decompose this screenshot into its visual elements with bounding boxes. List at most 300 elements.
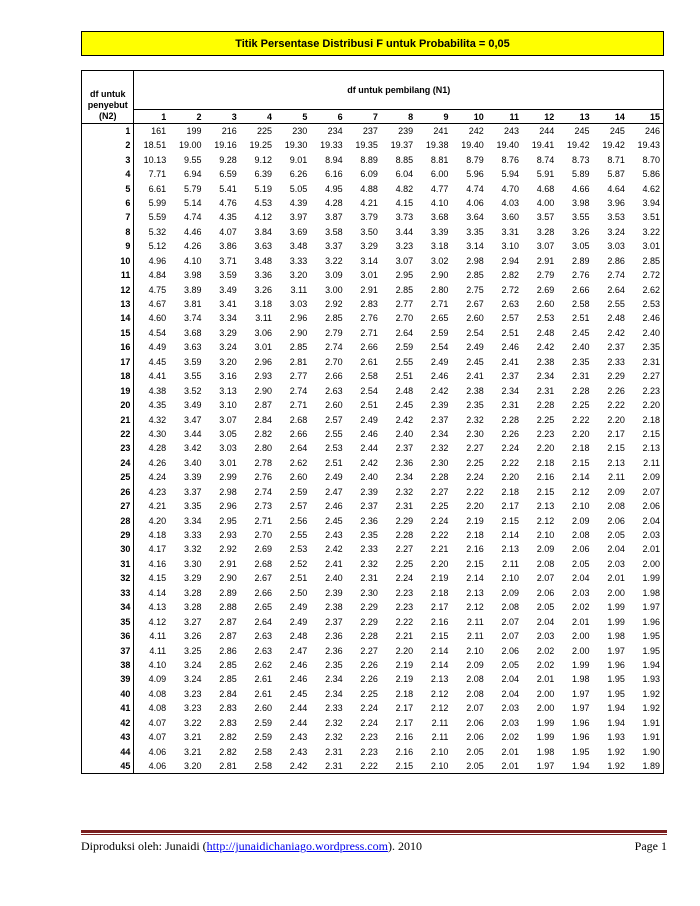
table-cell: 2.86 bbox=[607, 255, 625, 266]
row-label: 38 bbox=[82, 658, 134, 672]
table-cell: 2.92 bbox=[325, 299, 343, 310]
table-cell: 2.20 bbox=[628, 398, 664, 412]
table-cell: 2.13 bbox=[628, 441, 664, 455]
table-cell: 2.39 bbox=[430, 400, 449, 411]
table-cell: 1.92 bbox=[607, 746, 625, 757]
table-cell: 2.82 bbox=[501, 270, 520, 281]
table-cell: 2.07 bbox=[628, 485, 664, 499]
table-cell: 3.29 bbox=[183, 573, 202, 584]
table-cell: 2.60 bbox=[466, 313, 484, 324]
row-label: 40 bbox=[82, 687, 134, 701]
table-cell: 1.96 bbox=[628, 614, 664, 628]
row-label: 11 bbox=[82, 268, 134, 282]
table-row bbox=[82, 716, 664, 730]
row-label: 42 bbox=[82, 716, 134, 730]
table-cell: 3.03 bbox=[607, 241, 625, 252]
table-cell: 2.42 bbox=[275, 759, 310, 774]
table-cell: 2.46 bbox=[289, 674, 308, 685]
table-cell: 2.41 bbox=[325, 558, 343, 569]
table-row bbox=[82, 383, 664, 397]
table-cell: 2.45 bbox=[395, 400, 414, 411]
table-cell: 2.54 bbox=[360, 385, 378, 396]
table-cell: 4.88 bbox=[360, 183, 378, 194]
table-cell: 2.20 bbox=[607, 414, 625, 425]
table-cell: 8.70 bbox=[628, 152, 664, 166]
table-cell: 3.50 bbox=[360, 226, 378, 237]
row-label: 16 bbox=[82, 340, 134, 354]
table-row bbox=[82, 629, 664, 643]
table-row bbox=[82, 600, 664, 614]
table-cell: 2.27 bbox=[466, 443, 484, 454]
table-cell: 5.96 bbox=[466, 169, 484, 180]
row-label: 6 bbox=[82, 196, 134, 210]
table-row bbox=[82, 687, 664, 701]
table-cell: 2.25 bbox=[466, 457, 484, 468]
table-cell: 2.79 bbox=[536, 270, 555, 281]
table-cell: 2.74 bbox=[607, 270, 625, 281]
table-cell: 1.98 bbox=[572, 674, 590, 685]
table-cell: 2.15 bbox=[572, 457, 590, 468]
table-cell: 2.43 bbox=[289, 746, 308, 757]
table-cell: 8.79 bbox=[466, 154, 484, 165]
table-cell: 2.42 bbox=[395, 414, 414, 425]
table-cell: 1.93 bbox=[628, 672, 664, 686]
table-cell: 3.13 bbox=[219, 385, 237, 396]
table-cell: 2.65 bbox=[254, 602, 273, 613]
table-cell: 2.63 bbox=[254, 631, 273, 642]
table-cell: 2.96 bbox=[289, 313, 308, 324]
table-cell: 3.73 bbox=[395, 212, 414, 223]
table-cell: 2.75 bbox=[466, 284, 484, 295]
table-cell: 2.66 bbox=[360, 342, 378, 353]
table-cell: 2.11 bbox=[431, 732, 449, 743]
table-cell: 4.82 bbox=[395, 183, 414, 194]
column-header: 1 bbox=[134, 110, 169, 124]
row-label: 43 bbox=[82, 730, 134, 744]
page-number: Page 1 bbox=[634, 839, 667, 853]
table-cell: 2.27 bbox=[395, 544, 414, 555]
table-cell: 2.63 bbox=[254, 645, 273, 656]
table-cell: 9.28 bbox=[219, 154, 237, 165]
table-cell: 2.90 bbox=[289, 327, 308, 338]
table-cell: 2.23 bbox=[360, 732, 378, 743]
table-cell: 2.22 bbox=[395, 616, 414, 627]
table-cell: 3.63 bbox=[254, 241, 273, 252]
column-header: 11 bbox=[487, 110, 522, 124]
table-cell: 2.28 bbox=[395, 530, 414, 541]
table-cell: 2.10 bbox=[430, 746, 449, 757]
table-cell: 6.61 bbox=[148, 183, 167, 194]
table-cell: 2.05 bbox=[607, 530, 625, 541]
table-cell: 2.10 bbox=[536, 530, 555, 541]
table-cell: 1.98 bbox=[628, 586, 664, 600]
row-label: 34 bbox=[82, 600, 134, 614]
table-cell: 1.94 bbox=[557, 759, 592, 774]
table-cell: 2.32 bbox=[325, 717, 343, 728]
table-cell: 3.29 bbox=[219, 327, 237, 338]
table-cell: 2.23 bbox=[395, 602, 414, 613]
table-cell: 3.24 bbox=[183, 659, 202, 670]
table-cell: 2.37 bbox=[325, 616, 343, 627]
table-cell: 239 bbox=[398, 126, 414, 136]
table-cell: 2.30 bbox=[430, 457, 449, 468]
table-cell: 3.39 bbox=[430, 226, 449, 237]
table-cell: 2.80 bbox=[430, 284, 449, 295]
table-cell: 2.90 bbox=[219, 573, 237, 584]
table-cell: 2.64 bbox=[289, 443, 308, 454]
table-cell: 4.68 bbox=[536, 183, 555, 194]
table-cell: 4.62 bbox=[628, 181, 664, 195]
table-cell: 4.46 bbox=[183, 226, 202, 237]
footer-prefix: Diproduksi oleh: Junaidi ( bbox=[81, 839, 207, 853]
table-row bbox=[82, 643, 664, 657]
table-cell: 3.11 bbox=[255, 313, 273, 324]
table-cell: 2.42 bbox=[325, 544, 343, 555]
table-cell: 3.47 bbox=[183, 414, 202, 425]
table-cell: 4.35 bbox=[148, 400, 167, 411]
table-row bbox=[82, 427, 664, 441]
row-label: 30 bbox=[82, 542, 134, 556]
table-cell: 3.81 bbox=[183, 299, 202, 310]
table-cell: 3.63 bbox=[183, 342, 202, 353]
table-cell: 5.89 bbox=[572, 169, 590, 180]
table-cell: 2.51 bbox=[572, 313, 590, 324]
table-cell: 1.89 bbox=[628, 759, 664, 774]
table-cell: 2.85 bbox=[325, 313, 343, 324]
table-cell: 2.11 bbox=[502, 558, 520, 569]
table-cell: 6.26 bbox=[289, 169, 308, 180]
table-cell: 3.23 bbox=[183, 703, 202, 714]
table-cell: 2.04 bbox=[501, 674, 520, 685]
table-cell: 19.40 bbox=[461, 140, 484, 151]
table-cell: 2.01 bbox=[536, 674, 555, 685]
table-cell: 2.01 bbox=[572, 616, 590, 627]
table-cell: 2.29 bbox=[360, 616, 378, 627]
table-cell: 2.93 bbox=[219, 530, 237, 541]
table-cell: 3.52 bbox=[183, 385, 202, 396]
table-cell: 19.25 bbox=[249, 140, 273, 151]
table-cell: 2.58 bbox=[572, 299, 590, 310]
table-cell: 2.05 bbox=[451, 759, 486, 774]
table-cell: 2.45 bbox=[325, 515, 343, 526]
table-cell: 2.03 bbox=[501, 703, 520, 714]
table-cell: 2.58 bbox=[360, 371, 378, 382]
table-cell: 2.66 bbox=[254, 587, 273, 598]
table-row bbox=[82, 297, 664, 311]
table-cell: 2.35 bbox=[466, 400, 484, 411]
table-cell: 2.19 bbox=[395, 659, 414, 670]
table-cell: 2.61 bbox=[254, 674, 273, 685]
table-cell: 2.57 bbox=[289, 501, 308, 512]
table-cell: 2.00 bbox=[536, 688, 555, 699]
table-cell: 2.59 bbox=[254, 732, 273, 743]
table-cell: 2.07 bbox=[466, 703, 484, 714]
table-cell: 2.16 bbox=[536, 472, 555, 483]
table-cell: 3.39 bbox=[183, 472, 202, 483]
table-cell: 1.95 bbox=[628, 643, 664, 657]
table-cell: 4.13 bbox=[148, 602, 167, 613]
table-cell: 2.98 bbox=[219, 486, 237, 497]
table-cell: 3.21 bbox=[183, 746, 202, 757]
table-cell: 4.07 bbox=[148, 732, 167, 743]
table-cell: 246 bbox=[628, 124, 664, 139]
table-cell: 2.61 bbox=[254, 688, 273, 699]
table-cell: 4.74 bbox=[183, 212, 202, 223]
footer-link[interactable]: http://junaidichaniago.wordpress.com bbox=[206, 839, 388, 853]
table-cell: 2.25 bbox=[430, 501, 449, 512]
table-cell: 3.18 bbox=[430, 241, 449, 252]
table-cell: 2.01 bbox=[487, 759, 522, 774]
table-cell: 2.08 bbox=[536, 558, 555, 569]
table-cell: 3.23 bbox=[183, 688, 202, 699]
table-cell: 2.99 bbox=[219, 472, 237, 483]
table-cell: 8.85 bbox=[395, 154, 414, 165]
table-cell: 3.41 bbox=[219, 299, 237, 310]
table-cell: 3.51 bbox=[628, 210, 664, 224]
table-row bbox=[82, 499, 664, 513]
table-cell: 2.29 bbox=[360, 602, 378, 613]
table-cell: 2.55 bbox=[395, 356, 414, 367]
table-cell: 4.28 bbox=[148, 443, 167, 454]
table-cell: 2.51 bbox=[325, 457, 343, 468]
table-cell: 2.13 bbox=[536, 501, 555, 512]
column-header: 14 bbox=[593, 110, 628, 124]
table-cell: 2.84 bbox=[219, 688, 237, 699]
row-label: 9 bbox=[82, 239, 134, 253]
table-cell: 2.90 bbox=[430, 270, 449, 281]
table-cell: 19.41 bbox=[531, 140, 555, 151]
table-cell: 2.54 bbox=[430, 342, 449, 353]
table-cell: 2.82 bbox=[219, 732, 237, 743]
table-cell: 2.15 bbox=[466, 558, 484, 569]
table-cell: 2.39 bbox=[360, 486, 378, 497]
n2-label-line3: (N2) bbox=[98, 111, 117, 121]
table-cell: 2.02 bbox=[572, 602, 590, 613]
table-cell: 2.33 bbox=[325, 703, 343, 714]
table-cell: 2.03 bbox=[628, 528, 664, 542]
table-row bbox=[82, 282, 664, 296]
table-cell: 2.42 bbox=[430, 385, 449, 396]
table-cell: 2.40 bbox=[572, 342, 590, 353]
table-cell: 2.22 bbox=[572, 414, 590, 425]
table-cell: 3.37 bbox=[325, 241, 343, 252]
table-cell: 10.13 bbox=[143, 154, 167, 165]
table-cell: 1.99 bbox=[536, 732, 555, 743]
table-cell: 2.37 bbox=[360, 501, 378, 512]
table-cell: 5.59 bbox=[148, 212, 167, 223]
table-cell: 2.48 bbox=[395, 385, 414, 396]
row-label: 15 bbox=[82, 326, 134, 340]
table-cell: 2.68 bbox=[289, 414, 308, 425]
table-cell: 3.30 bbox=[183, 558, 202, 569]
table-cell: 4.21 bbox=[360, 197, 378, 208]
table-cell: 2.76 bbox=[360, 313, 378, 324]
table-cell: 3.55 bbox=[572, 212, 590, 223]
table-cell: 3.20 bbox=[289, 270, 308, 281]
table-cell: 2.06 bbox=[572, 544, 590, 555]
table-cell: 2.48 bbox=[536, 327, 555, 338]
table-cell: 4.60 bbox=[148, 313, 167, 324]
table-cell: 4.12 bbox=[148, 616, 167, 627]
table-cell: 19.00 bbox=[178, 140, 202, 151]
table-cell: 4.35 bbox=[219, 212, 237, 223]
table-cell: 4.08 bbox=[148, 688, 167, 699]
table-cell: 2.32 bbox=[360, 558, 378, 569]
table-cell: 2.00 bbox=[607, 587, 625, 598]
table-cell: 2.28 bbox=[501, 414, 520, 425]
table-cell: 2.47 bbox=[289, 645, 308, 656]
n2-label-line1: df untuk bbox=[89, 89, 126, 99]
table-cell: 2.34 bbox=[536, 371, 555, 382]
table-cell: 19.30 bbox=[284, 140, 308, 151]
table-cell: 2.27 bbox=[628, 369, 664, 383]
table-cell: 2.25 bbox=[360, 688, 378, 699]
row-label: 17 bbox=[82, 355, 134, 369]
table-cell: 4.26 bbox=[183, 241, 202, 252]
footer-suffix: ). 2010 bbox=[387, 839, 422, 853]
table-cell: 2.60 bbox=[254, 703, 273, 714]
table-cell: 1.97 bbox=[607, 645, 625, 656]
table-cell: 2.30 bbox=[360, 587, 378, 598]
table-cell: 2.09 bbox=[501, 587, 520, 598]
table-row bbox=[82, 614, 664, 628]
table-cell: 2.51 bbox=[501, 327, 520, 338]
table-cell: 2.31 bbox=[360, 573, 378, 584]
table-cell: 2.23 bbox=[395, 587, 414, 598]
table-cell: 2.85 bbox=[466, 270, 484, 281]
table-cell: 2.38 bbox=[466, 385, 484, 396]
table-cell: 2.10 bbox=[466, 645, 484, 656]
table-cell: 2.18 bbox=[395, 688, 414, 699]
table-cell: 2.98 bbox=[466, 255, 484, 266]
row-label: 28 bbox=[82, 513, 134, 527]
table-cell: 2.16 bbox=[395, 746, 414, 757]
table-cell: 2.51 bbox=[360, 400, 378, 411]
table-cell: 3.01 bbox=[254, 342, 273, 353]
table-cell: 2.58 bbox=[254, 746, 273, 757]
table-cell: 3.02 bbox=[430, 255, 449, 266]
table-cell: 2.91 bbox=[536, 255, 555, 266]
table-cell: 2.71 bbox=[254, 515, 273, 526]
row-label: 37 bbox=[82, 643, 134, 657]
table-cell: 3.24 bbox=[183, 674, 202, 685]
table-cell: 2.61 bbox=[360, 356, 378, 367]
table-cell: 3.48 bbox=[289, 241, 308, 252]
table-cell: 2.16 bbox=[430, 616, 449, 627]
table-cell: 2.53 bbox=[325, 443, 343, 454]
table-cell: 2.07 bbox=[536, 573, 555, 584]
table-cell: 2.84 bbox=[254, 414, 273, 425]
table-cell: 4.15 bbox=[148, 573, 167, 584]
table-cell: 2.77 bbox=[395, 299, 414, 310]
column-header: 15 bbox=[628, 110, 664, 124]
table-cell: 2.70 bbox=[325, 356, 343, 367]
table-cell: 2.11 bbox=[466, 616, 484, 627]
row-label: 27 bbox=[82, 499, 134, 513]
table-cell: 2.27 bbox=[360, 645, 378, 656]
row-label: 20 bbox=[82, 398, 134, 412]
table-row bbox=[82, 701, 664, 715]
table-cell: 1.94 bbox=[607, 703, 625, 714]
table-cell: 4.53 bbox=[254, 197, 273, 208]
table-cell: 2.32 bbox=[395, 486, 414, 497]
table-cell: 2.23 bbox=[628, 383, 664, 397]
table-cell: 2.86 bbox=[219, 645, 237, 656]
table-cell: 2.71 bbox=[430, 299, 449, 310]
table-cell: 9.01 bbox=[289, 154, 308, 165]
table-cell: 3.03 bbox=[219, 443, 237, 454]
table-cell: 3.10 bbox=[501, 241, 520, 252]
table-cell: 2.08 bbox=[572, 530, 590, 541]
table-cell: 2.59 bbox=[254, 717, 273, 728]
row-label: 1 bbox=[82, 124, 134, 139]
row-label: 4 bbox=[82, 167, 134, 181]
table-cell: 2.04 bbox=[501, 688, 520, 699]
table-cell: 2.49 bbox=[430, 356, 449, 367]
table-cell: 2.14 bbox=[572, 472, 590, 483]
table-cell: 3.20 bbox=[219, 356, 237, 367]
table-cell: 3.28 bbox=[183, 602, 202, 613]
row-label: 22 bbox=[82, 427, 134, 441]
table-cell: 4.70 bbox=[501, 183, 520, 194]
table-cell: 1.97 bbox=[628, 600, 664, 614]
table-cell: 2.04 bbox=[572, 573, 590, 584]
column-header: 10 bbox=[451, 110, 486, 124]
table-cell: 1.90 bbox=[628, 744, 664, 758]
table-cell: 4.20 bbox=[148, 515, 167, 526]
table-cell: 3.59 bbox=[183, 356, 202, 367]
table-cell: 2.16 bbox=[466, 544, 484, 555]
table-cell: 1.96 bbox=[572, 717, 590, 728]
table-cell: 2.46 bbox=[430, 371, 449, 382]
table-cell: 3.25 bbox=[183, 645, 202, 656]
table-cell: 2.06 bbox=[628, 499, 664, 513]
table-row bbox=[82, 138, 664, 152]
table-cell: 6.59 bbox=[219, 169, 237, 180]
table-cell: 3.07 bbox=[395, 255, 414, 266]
table-cell: 2.04 bbox=[607, 544, 625, 555]
table-cell: 2.49 bbox=[466, 342, 484, 353]
table-cell: 2.19 bbox=[466, 515, 484, 526]
table-cell: 2.80 bbox=[254, 443, 273, 454]
table-cell: 2.48 bbox=[607, 313, 625, 324]
table-row bbox=[82, 268, 664, 282]
table-cell: 2.32 bbox=[325, 732, 343, 743]
table-cell: 2.09 bbox=[607, 486, 625, 497]
table-cell: 2.08 bbox=[466, 674, 484, 685]
table-cell: 2.24 bbox=[466, 472, 484, 483]
table-cell: 3.48 bbox=[254, 255, 273, 266]
table-cell: 2.06 bbox=[466, 717, 484, 728]
table-cell: 2.60 bbox=[536, 299, 555, 310]
table-cell: 2.63 bbox=[501, 299, 520, 310]
table-cell: 2.03 bbox=[501, 717, 520, 728]
table-cell: 2.15 bbox=[536, 486, 555, 497]
table-cell: 2.38 bbox=[536, 356, 555, 367]
table-cell: 2.12 bbox=[466, 602, 484, 613]
table-cell: 2.74 bbox=[325, 342, 343, 353]
table-cell: 2.26 bbox=[501, 428, 520, 439]
table-cell: 2.59 bbox=[430, 327, 449, 338]
table-cell: 2.35 bbox=[572, 356, 590, 367]
table-cell: 4.23 bbox=[148, 486, 167, 497]
table-cell: 3.42 bbox=[183, 443, 202, 454]
table-cell: 2.85 bbox=[628, 254, 664, 268]
table-cell: 2.11 bbox=[431, 717, 449, 728]
row-label: 33 bbox=[82, 586, 134, 600]
row-label: 29 bbox=[82, 528, 134, 542]
table-row bbox=[82, 513, 664, 527]
